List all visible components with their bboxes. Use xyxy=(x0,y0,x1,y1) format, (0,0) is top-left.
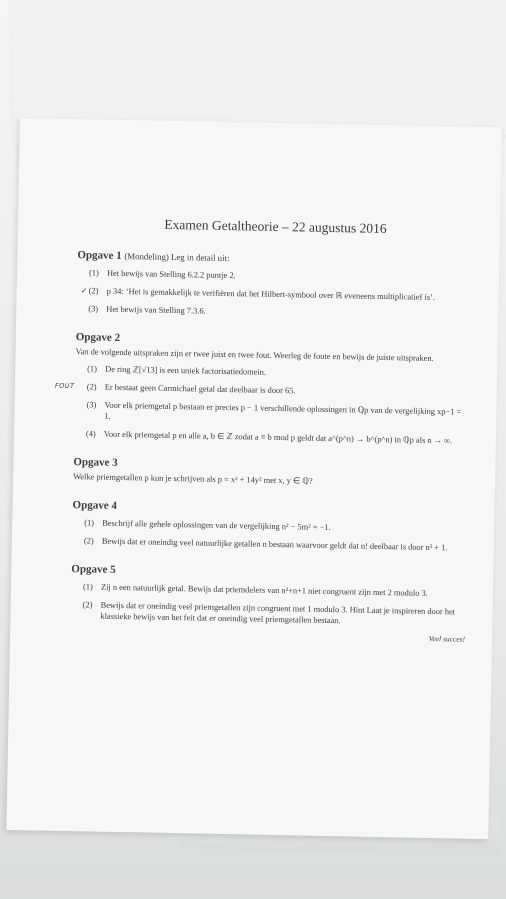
page-title: Examen Getaltheorie – 22 augustus 2016 xyxy=(164,216,387,237)
list-item: (1) Beschrijf alle gehele oplossingen van de vergelijking n² − 5m² = −1. xyxy=(84,518,331,533)
list-item: (2) Bewijs dat er oneindig veel priemgetallen zijn congruent met 1 modulo 3. Hint Laat je inspireren door het klassieke bewijs van het feit dat er oneindig veel priemgetallen bestaan. xyxy=(82,600,456,626)
opgave-3-intro: Welke priemgetallen p kun je schrijven als p = x² + 14y² met x, y ∈ ℚ? xyxy=(73,472,313,486)
exam-content xyxy=(54,216,473,663)
opgave-1-heading: Opgave 1 xyxy=(77,249,122,262)
list-item: ✓ (2) p 34: ‘Het is gemakkelijk te verifiëren dat het Hilbert-symbool over ℝ eveneens multiplicatief is’. xyxy=(80,286,435,302)
opgave-4-list xyxy=(84,517,467,553)
opgave-2-heading: Opgave 2 xyxy=(75,331,121,344)
list-item: (1) De ring ℤ[√13] is een uniek factorisatiedomein. xyxy=(87,364,267,377)
opgave-5 xyxy=(70,564,466,645)
opgave-1 xyxy=(76,250,472,322)
list-item: (3) Voor elk priemgetal p bestaan er precies p − 1 verschillende oplossingen in ℚp van de vergelijking xp−1 = 1. xyxy=(86,400,462,421)
opgave-2-intro: Van de volgende uitspraken zijn er twee juist en twee fout. Weerleg de foute en bewijs de juiste uitspraken. xyxy=(75,347,434,363)
opgave-5-heading: Opgave 5 xyxy=(71,563,116,576)
opgave-2-list xyxy=(54,363,470,446)
opgave-4-heading: Opgave 4 xyxy=(72,499,117,512)
opgave-3-heading: Opgave 3 xyxy=(73,456,118,469)
opgave-5-list xyxy=(82,581,466,628)
check-mark-icon: ✓ xyxy=(80,286,88,296)
fout-annotation: FOUT xyxy=(54,381,75,391)
list-item: (1) Het bewijs van Stelling 6.2.2 puntje 2. xyxy=(88,268,236,281)
opgave-4 xyxy=(72,500,468,554)
list-item: (1) Zij n een natuurlijk getal. Bewijs dat priemdelers van n²+n+1 niet congruent zijn met 2 modulo 3. xyxy=(82,582,428,598)
list-item: (2) Bewijs dat er oneindig veel natuurlijke getallen n bestaan waarvoor geldt dat n! deelbaar is door n² + 1. xyxy=(83,536,448,553)
opgave-1-intro: (Mondeling) Leg in detail uit: xyxy=(124,251,230,264)
list-item: FOUT (2) Er bestaat geen Carmichael getal dat deelbaar is door 65. xyxy=(54,381,296,396)
list-item: (3) Het bewijs van Stelling 7.3.6. xyxy=(88,304,206,316)
opgave-1-list xyxy=(80,267,472,321)
list-item: (4) Voor elk priemgetal p en alle a, b ∈ ℤ zodat a ≡ b mod p geldt dat a^(p^n) → b^(p^n) in ℚp als n → ∞. xyxy=(85,429,453,446)
signoff: Veel succes! xyxy=(428,633,466,644)
exam-paper xyxy=(6,118,502,839)
opgave-3 xyxy=(73,457,468,490)
opgave-2 xyxy=(54,331,471,447)
